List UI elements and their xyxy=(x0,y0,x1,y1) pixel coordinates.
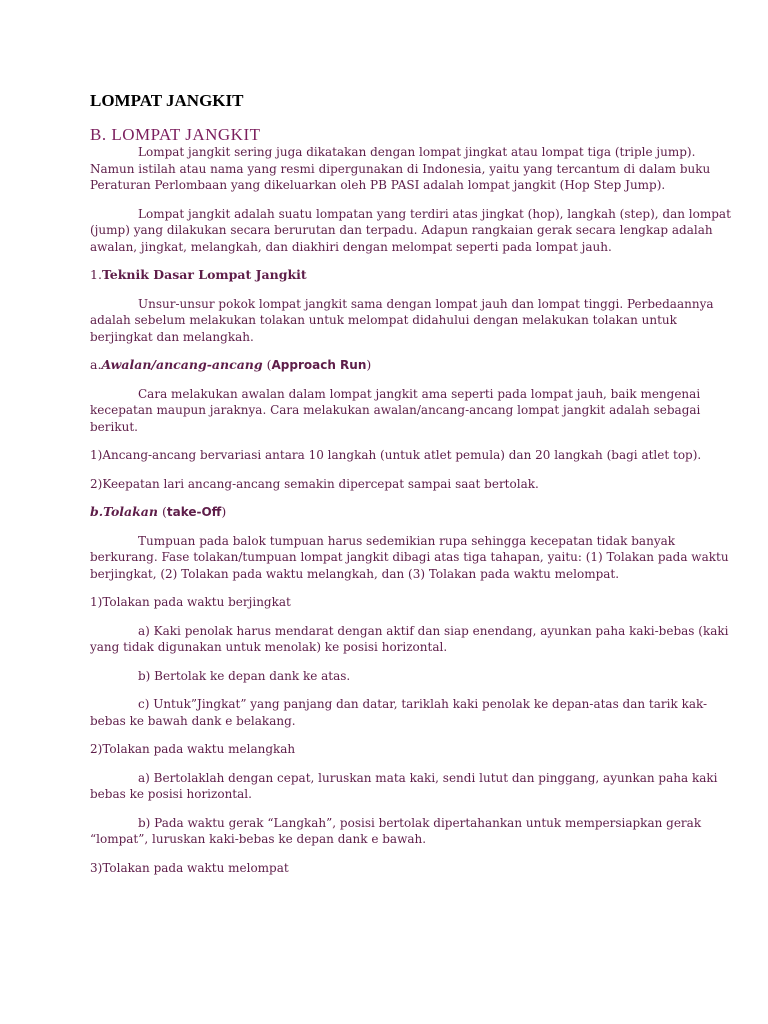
section-title: B. LOMPAT JANGKIT xyxy=(90,125,261,144)
sub-2-b-line-1: b) Pada waktu gerak “Langkah”, posisi bertolak dipertahankan untuk mempersiapkan gerak xyxy=(138,815,702,830)
heading-a-close: ) xyxy=(366,357,372,372)
sub-2-b xyxy=(90,815,702,848)
heading-awalan xyxy=(90,357,680,374)
sub-1-b-text: b) Bertolak ke depan dank ke atas. xyxy=(138,668,351,683)
awalan-point-1: 1)Ancang-ancang bervariasi antara 10 langkah (untuk atlet pemula) dan 20 langkah (bagi atlet top). xyxy=(90,448,702,462)
heading-tolakan xyxy=(90,504,680,521)
awalan-line-1: Cara melakukan awalan dalam lompat jangkit ama seperti pada lompat jauh, baik mengenai xyxy=(138,386,701,401)
heading-teknik-dasar xyxy=(90,267,680,284)
teknik-line-1: Unsur-unsur pokok lompat jangkit sama dengan lompat jauh dan lompat tinggi. Perbedaannya xyxy=(138,296,714,311)
awalan-point-2: 2)Keepatan lari ancang-ancang semakin dipercepat sampai saat bertolak. xyxy=(90,476,539,491)
main-title: LOMPAT JANGKIT xyxy=(90,91,244,110)
awalan-line-3: berikut. xyxy=(90,419,138,434)
teknik-line-3: berjingkat dan melangkah. xyxy=(90,329,254,344)
intro-paragraph xyxy=(90,144,711,194)
sub-2-a-line-2: bebas ke posisi horizontal. xyxy=(90,787,252,801)
heading-a-bold: Approach Run xyxy=(271,358,367,372)
teknik-line-2: adalah sebelum melakukan tolakan untuk melompat didahului dengan melakukan tolakan untuk xyxy=(90,313,677,327)
sub-2-a xyxy=(90,770,718,803)
tolakan-line-2: berkurang. Fase tolakan/tumpuan lompat jangkit dibagi atas tiga tahapan, yaitu: (1) Tolakan pada waktu xyxy=(90,550,729,564)
awalan-paragraph xyxy=(90,386,701,436)
definition-line-3: awalan, jingkat, melangkah, dan diakhiri dengan melompat seperti pada lompat jauh. xyxy=(90,239,612,254)
heading-b-bold: take-Off xyxy=(166,505,222,519)
heading-1-text: Teknik Dasar Lompat Jangkit xyxy=(101,267,307,282)
sub-1-c-line-1: c) Untuk”Jingkat” yang panjang dan datar, tariklah kaki penolak ke depan-atas dan tarik kak- xyxy=(138,697,708,711)
heading-b-open: ( xyxy=(158,504,167,519)
heading-b-italic: b.Tolakan xyxy=(90,504,158,519)
intro-line-3: Peraturan Perlombaan yang dikeluarkan oleh PB PASI adalah lompat jangkit (Hop Step Jump). xyxy=(90,178,666,192)
document-page xyxy=(90,91,731,888)
tolakan-line-1: Tumpuan pada balok tumpuan harus sedemikian rupa sehingga kecepatan tidak banyak xyxy=(138,533,676,548)
awalan-line-2: kecepatan maupun jaraknya. Cara melakukan awalan/ancang-ancang lompat jangkit adalah sebagai xyxy=(90,403,701,417)
heading-a-open: ( xyxy=(262,357,272,372)
intro-line-1: Lompat jangkit sering juga dikatakan dengan lompat jingkat atau lompat tiga (triple jump). xyxy=(138,145,696,159)
sub-1-title: 1)Tolakan pada waktu berjingkat xyxy=(90,595,291,609)
sub-1-b xyxy=(90,668,680,685)
sub-1-a xyxy=(90,623,729,656)
sub-1-a-line-2: yang tidak digunakan untuk menolak) ke posisi horizontal. xyxy=(90,640,448,654)
heading-1-number: 1. xyxy=(90,267,102,282)
sub-3-title: 3)Tolakan pada waktu melompat xyxy=(90,860,289,875)
sub-1-c-line-2: bebas ke bawah dank e belakang. xyxy=(90,713,296,728)
definition-paragraph xyxy=(90,206,731,256)
heading-a-prefix: a. xyxy=(90,357,102,372)
tolakan-line-3: berjingkat, (2) Tolakan pada waktu melangkah, dan (3) Tolakan pada waktu melompat. xyxy=(90,566,620,581)
definition-line-2: (jump) yang dilakukan secara berurutan dan terpadu. Adapun rangkaian gerak secara lengkap adalah xyxy=(90,223,713,237)
sub-1-c xyxy=(90,696,708,729)
tolakan-paragraph xyxy=(90,533,729,583)
intro-line-2: Namun istilah atau nama yang resmi dipergunakan di Indonesia, yaitu yang tercantum di dalam buku xyxy=(90,161,711,176)
sub-2-b-line-2: “lompat”, luruskan kaki-bebas ke depan dank e bawah. xyxy=(90,832,427,846)
definition-line-1: Lompat jangkit adalah suatu lompatan yang terdiri atas jingkat (hop), langkah (step), dan lompat xyxy=(138,206,731,221)
heading-a-italic: Awalan/ancang-ancang xyxy=(101,357,263,372)
sub-1-a-line-1: a) Kaki penolak harus mendarat dengan aktif dan siap enendang, ayunkan paha kaki-bebas (kaki xyxy=(138,623,729,638)
teknik-paragraph xyxy=(90,296,714,346)
sub-2-title: 2)Tolakan pada waktu melangkah xyxy=(90,742,296,756)
sub-2-a-line-1: a) Bertolaklah dengan cepat, luruskan mata kaki, sendi lutut dan pinggang, ayunkan paha kaki xyxy=(138,770,718,785)
heading-b-close: ) xyxy=(221,504,227,519)
